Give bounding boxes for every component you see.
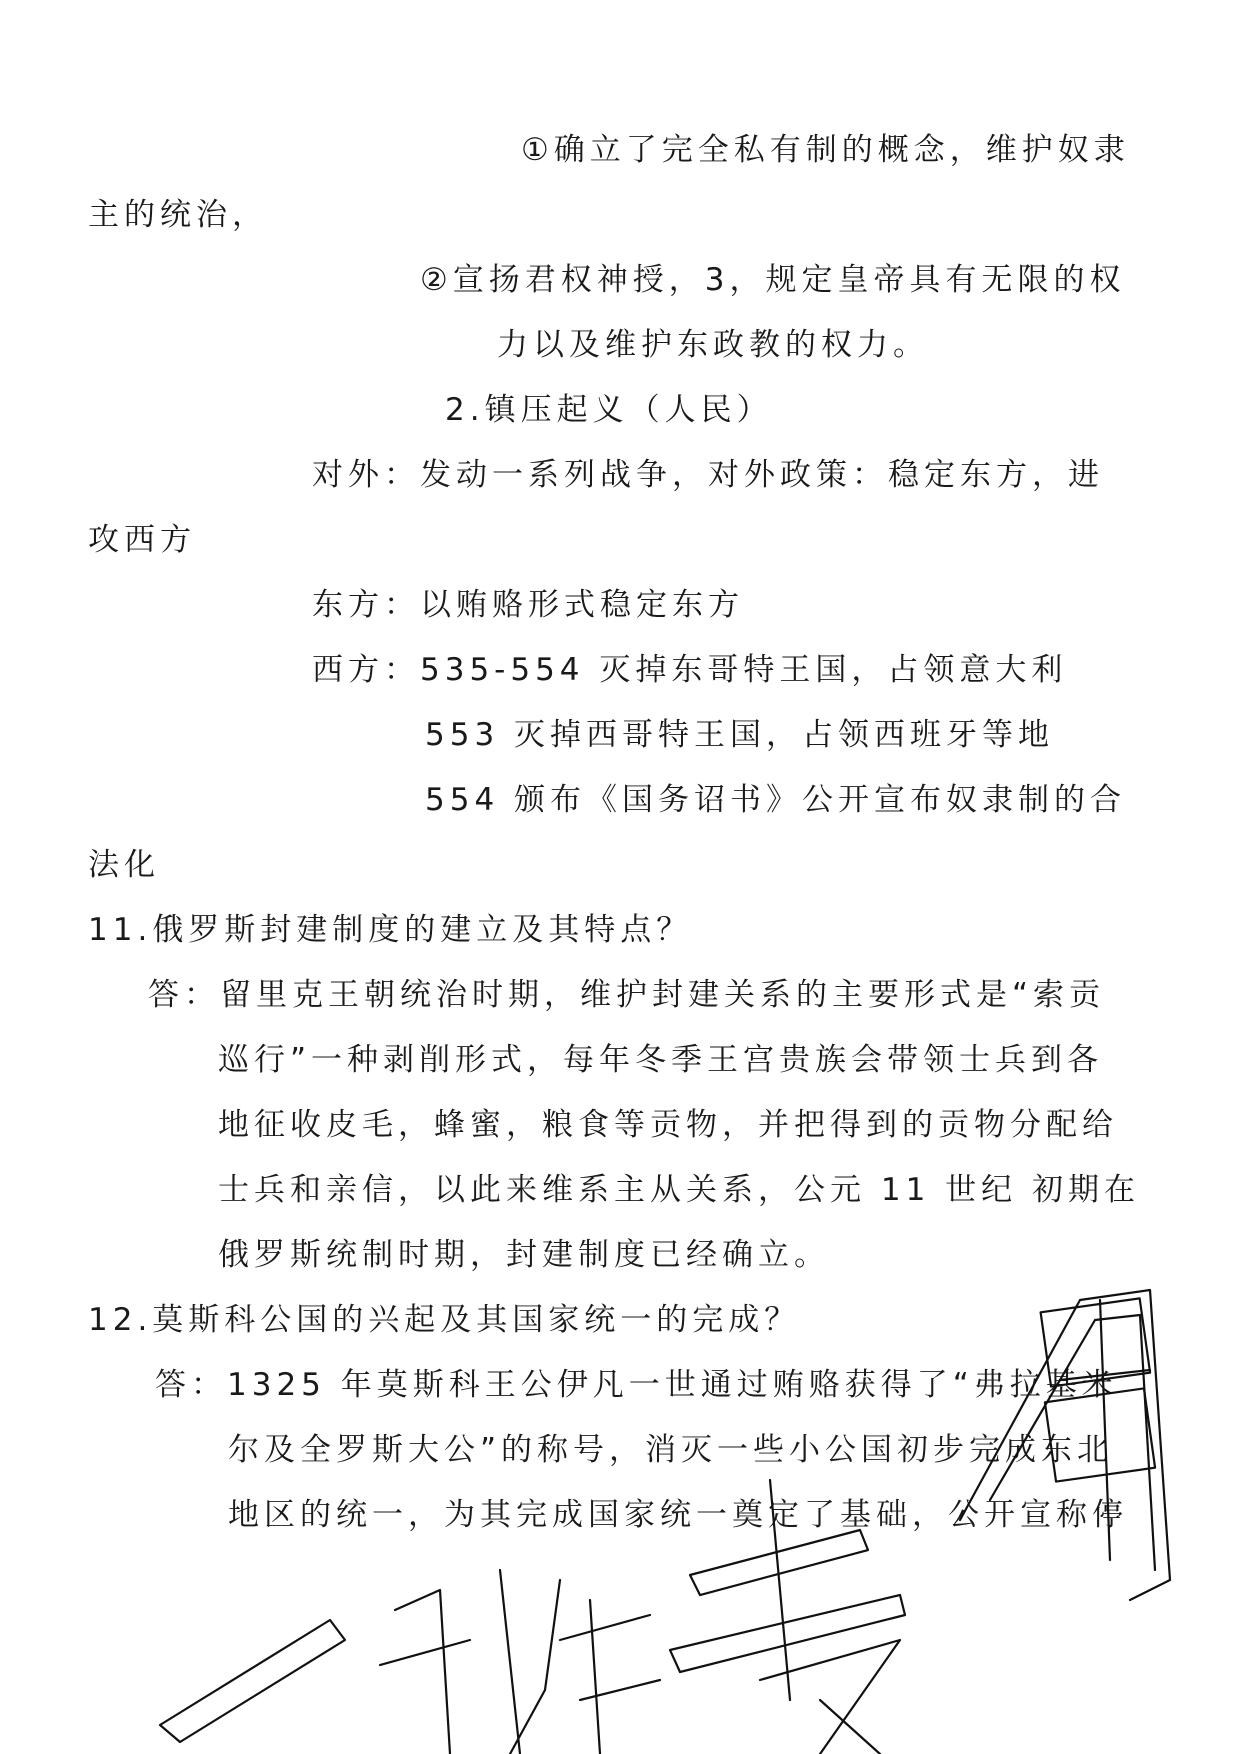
text-line: 553 灭掉西哥特王国，占领西班牙等地 bbox=[425, 717, 1055, 753]
text-line: 答：留里克王朝统治时期，维护封建关系的主要形式是“索贡 bbox=[148, 977, 1106, 1013]
text-line: 554 颁布《国务诏书》公开宣布奴隶制的合 bbox=[425, 782, 1127, 818]
question-heading: 12.莫斯科公国的兴起及其国家统一的完成？ bbox=[88, 1302, 801, 1338]
text-line: 巡行”一种剥削形式，每年冬季王宫贵族会带领士兵到各 bbox=[218, 1042, 1104, 1078]
question-heading: 11.俄罗斯封建制度的建立及其特点？ bbox=[88, 912, 693, 948]
text-line: 西方：535-554 灭掉东哥特王国，占领意大利 bbox=[312, 652, 1068, 688]
text-line: 法化 bbox=[88, 847, 160, 883]
text-line: 地区的统一，为其完成国家统一奠定了基础，公开宣称停 bbox=[228, 1497, 1128, 1533]
text-line: 对外：发动一系列战争，对外政策：稳定东方，进 bbox=[312, 457, 1104, 493]
text-line: 俄罗斯统制时期，封建制度已经确立。 bbox=[218, 1237, 830, 1273]
text-line: 东方：以贿赂形式稳定东方 bbox=[312, 587, 744, 623]
text-line: 力以及维护东政教的权力。 bbox=[497, 327, 929, 363]
text-line: 答：1325 年莫斯科王公伊凡一世通过贿赂获得了“弗拉基米 bbox=[155, 1367, 1118, 1403]
text-line: 主的统治， bbox=[88, 197, 268, 233]
text-line: 地征收皮毛，蜂蜜，粮食等贡物，并把得到的贡物分配给 bbox=[218, 1107, 1118, 1143]
text-line: ①确立了完全私有制的概念，维护奴隶 bbox=[521, 132, 1130, 168]
text-line: 士兵和亲信，以此来维系主从关系，公元 11 世纪 初期在 bbox=[218, 1172, 1141, 1208]
text-line: 攻西方 bbox=[88, 522, 196, 558]
text-line: 2.镇压起义（人民） bbox=[445, 392, 773, 428]
text-line: ②宣扬君权神授，3，规定皇帝具有无限的权 bbox=[420, 262, 1126, 298]
text-line: 尔及全罗斯大公”的称号，消灭一些小公国初步完成东北 bbox=[228, 1432, 1114, 1468]
